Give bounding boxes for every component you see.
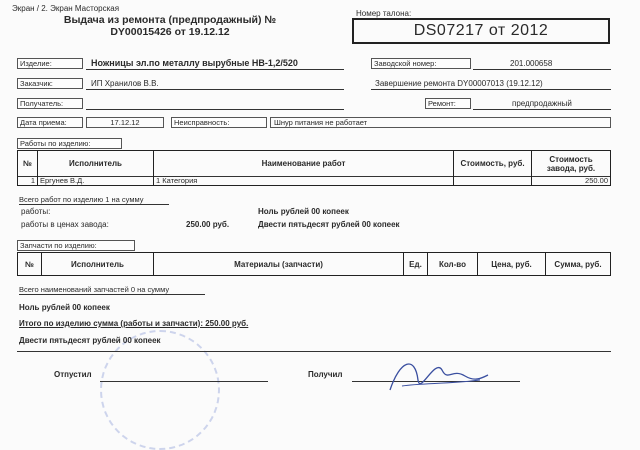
parts-col-price: Цена, руб. [478,253,546,275]
works-label: работы: [21,207,51,216]
parts-col-executor: Исполнитель [42,253,154,275]
works-header-row [18,151,610,176]
signature-scribble [380,350,490,398]
grand-total-words: Двести пятьдесят рублей 00 копеек [19,336,161,345]
parts-total-underline [19,294,205,295]
parts-table [17,252,611,276]
title-line-2: DY00015426 от 19.12.12 [110,26,230,38]
parts-col-sum: Сумма, руб. [554,259,602,269]
item-value: Ножницы эл.по металлу вырубные НВ-1,2/520 [91,58,298,68]
talon-value: DS07217 от 2012 [413,22,549,39]
receiver-underline [86,109,344,110]
works-row-num: 1 [18,176,38,185]
repair-value: предпродажный [512,99,572,108]
works-row-factory-cost: 250.00 [585,176,608,185]
receiver-label: Получатель: [17,98,83,109]
works-table [17,150,611,186]
parts-col-unit: Ед. [404,253,428,275]
works-col-name: Наименование работ [154,151,454,176]
parts-col-materials: Материалы (запчасти) [154,253,404,275]
stamp-mark [100,330,220,450]
parts-col-qty: Кол-во [428,253,478,275]
repair-underline [473,109,611,110]
repair-end: Завершение ремонта DY00007013 (19.12.12) [375,79,543,88]
works-col-cost: Стоимость, руб. [454,151,532,176]
repair-end-underline [371,89,611,90]
screen-label: Экран / 2. Экран Масторская [12,4,120,13]
works-total-label: Всего работ по изделию 1 на сумму [19,195,144,204]
date-label: Дата приема: [17,117,83,128]
factory-value: 250.00 руб. [186,220,230,229]
summary-divider [17,351,611,352]
factory-words: Двести пятьдесят рублей 00 копеек [258,220,400,229]
factory-label: работы в ценах завода: [21,220,109,229]
defect-box [270,117,611,128]
parts-total-words: Ноль рублей 00 копеек [19,303,110,312]
serial-underline [473,69,611,70]
serial-label: Заводской номер: [371,58,471,69]
table-row [18,176,610,185]
defect-value: Шнур питания не работает [274,118,368,127]
works-total-underline [19,204,169,205]
works-col-num: № [18,151,38,176]
works-row-executor: Ергунев В.Д. [38,176,154,185]
works-row-cost [454,176,532,185]
item-label: Изделие: [17,58,83,69]
defect-label: Неисправность: [171,117,267,128]
date-box [86,117,164,128]
grand-total: Итого по изделию сумма (работы и запчасти): 250.00 руб. [19,319,249,328]
parts-total-label: Всего наименований запчастей 0 на сумму [19,285,170,294]
released-line [100,381,268,382]
works-section-label: Работы по изделию: [17,138,122,149]
received-label: Получил [308,370,343,379]
talon-box [352,18,610,44]
date-value: 17.12.12 [110,118,140,127]
serial-value: 201.000658 [510,59,553,68]
works-row-name: 1 Категория [154,176,454,185]
customer-label: Заказчик: [17,78,83,89]
repair-label: Ремонт: [425,98,471,109]
released-label: Отпустил [54,370,92,379]
talon-label: Номер талона: [356,9,412,18]
works-col-factory-cost: Стоимость завода, руб. [546,154,596,173]
parts-col-num: № [18,253,42,275]
item-underline [86,69,344,70]
customer-underline [86,89,344,90]
title-line-1: Выдача из ремонта (предпродажный) № [63,14,277,26]
works-words: Ноль рублей 00 копеек [258,207,349,216]
customer-value: ИП Хранилов В.В. [91,79,159,88]
parts-section-label: Запчасти по изделию: [17,240,135,251]
document-title [40,14,300,38]
works-col-executor: Исполнитель [38,151,154,176]
